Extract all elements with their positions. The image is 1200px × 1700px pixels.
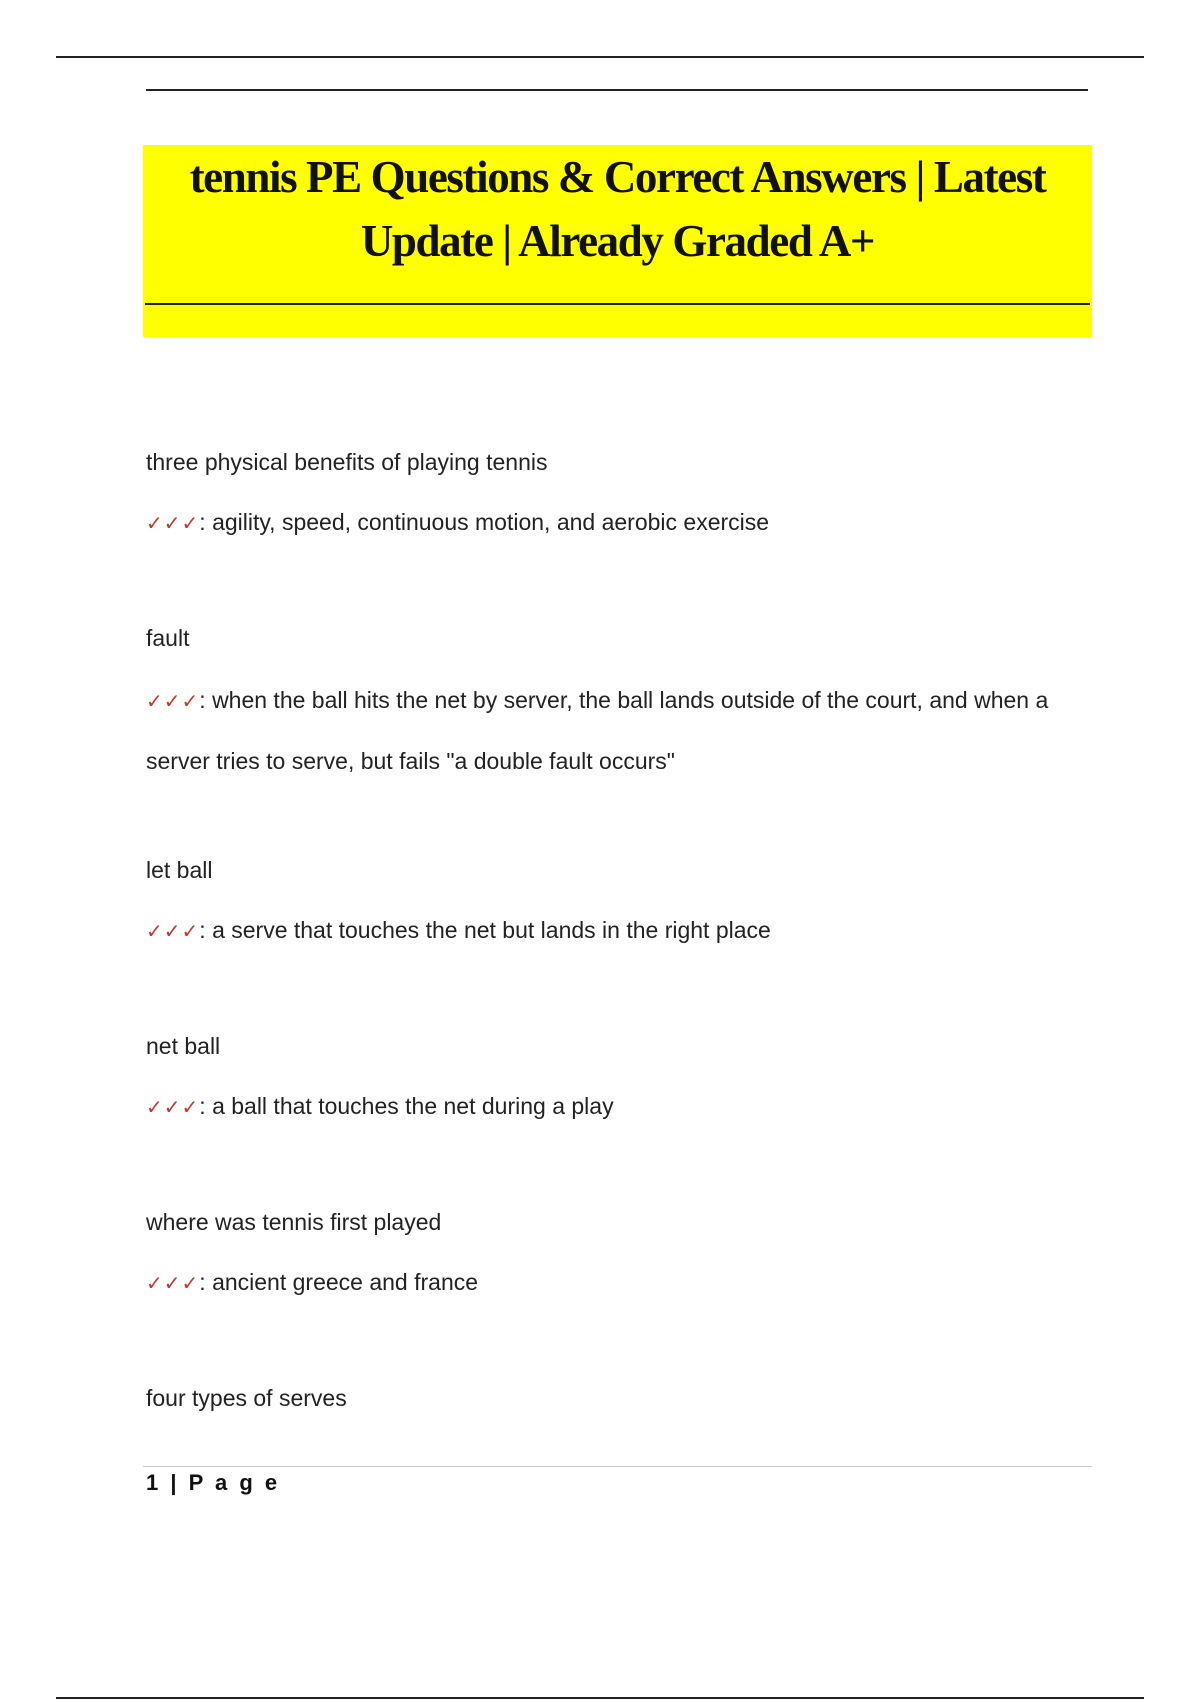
page-top-rule	[56, 56, 1144, 58]
check-marks-icon: ✓✓✓	[146, 1271, 200, 1295]
footer-rule	[143, 1466, 1092, 1467]
answer-text: ancient greece and france	[212, 1269, 479, 1295]
document-title: tennis PE Questions & Correct Answers | Latest Update | Already Graded A+	[189, 152, 1046, 266]
answer-text: a ball that touches the net during a play	[212, 1093, 614, 1119]
title-banner	[143, 145, 1092, 337]
check-marks-icon: ✓✓✓	[146, 689, 200, 713]
answer-block: ✓✓✓: ancient greece and france	[146, 1269, 479, 1295]
page-number: 1 | P a g e	[146, 1470, 281, 1495]
question-text: three physical benefits of playing tennis	[146, 449, 548, 475]
answer-text: agility, speed, continuous motion, and aerobic exercise	[212, 509, 770, 535]
qa-item	[146, 1031, 1091, 1061]
question-text: fault	[146, 625, 190, 651]
qa-item	[146, 447, 1091, 477]
question-text: four types of serves	[146, 1385, 347, 1411]
qa-item	[146, 1207, 1091, 1237]
qa-item	[146, 1383, 1091, 1413]
question-text: where was tennis first played	[146, 1209, 442, 1235]
check-marks-icon: ✓✓✓	[146, 919, 200, 943]
check-marks-icon: ✓✓✓	[146, 511, 200, 535]
qa-item	[146, 623, 1091, 653]
header-rule	[146, 89, 1088, 91]
title-underline	[145, 303, 1090, 305]
answer-block: ✓✓✓: agility, speed, continuous motion, and aerobic exercise	[146, 509, 770, 535]
question-text: let ball	[146, 857, 213, 883]
answer-block: ✓✓✓: a serve that touches the net but lands in the right place	[146, 917, 771, 943]
answer-block: ✓✓✓: when the ball hits the net by server, the ball lands outside of the court, and when a server tries to serve, but fails "a double fault occurs"	[146, 687, 1049, 774]
answer-text: when the ball hits the net by server, the ball lands outside of the court, and when a server tries to serve, but fails "a double fault occurs"	[146, 687, 1049, 774]
question-text: net ball	[146, 1033, 221, 1059]
answer-text: a serve that touches the net but lands in the right place	[212, 917, 771, 943]
check-marks-icon: ✓✓✓	[146, 1095, 200, 1119]
qa-item	[146, 855, 1091, 885]
answer-block: ✓✓✓: a ball that touches the net during a play	[146, 1093, 614, 1119]
page-bottom-rule	[56, 1697, 1144, 1699]
